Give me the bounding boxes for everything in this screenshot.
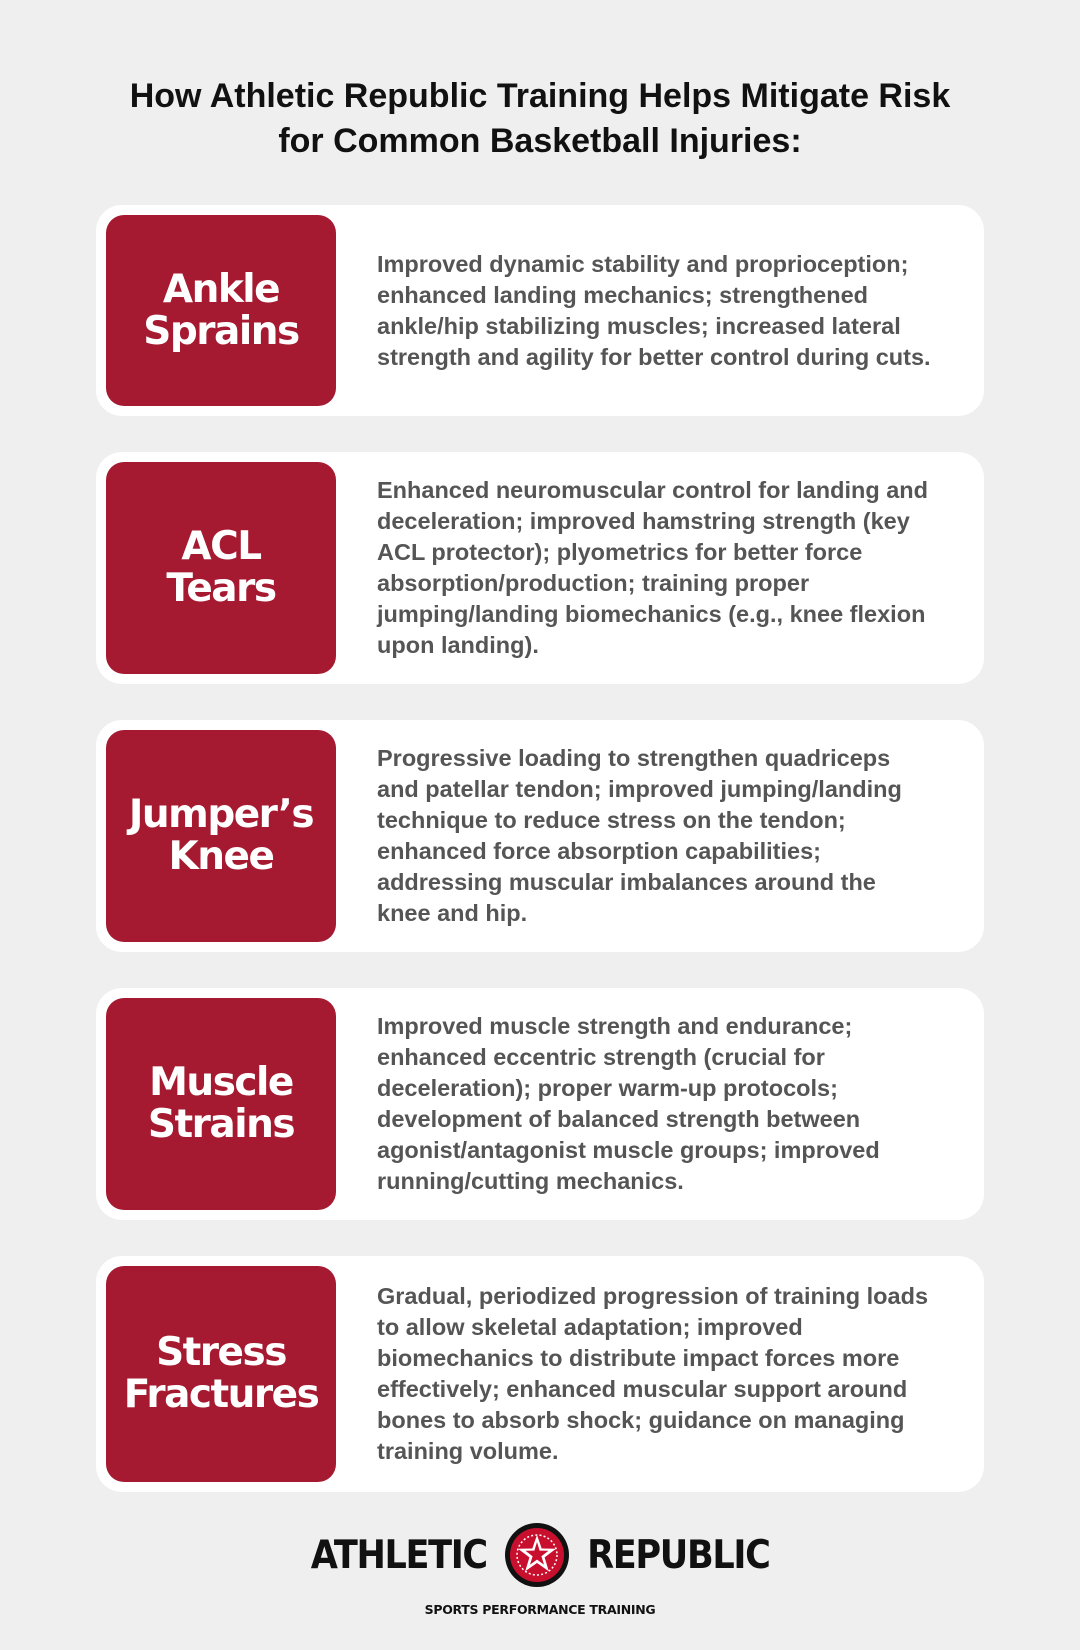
injury-label bbox=[106, 462, 336, 674]
brand-tagline: SPORTS PERFORMANCE TRAINING bbox=[424, 1602, 656, 1617]
injury-label-line2: Sprains bbox=[143, 308, 299, 354]
brand-name-right: REPUBLIC bbox=[586, 1532, 770, 1578]
injury-label-line2: Knee bbox=[168, 834, 274, 879]
injury-description bbox=[377, 720, 934, 952]
injury-description-text: Improved dynamic stability and proprioception; enhanced landing mechanics; strengthened ankle/hip stabilizing muscles; increased lateral strength and agility for better control during cuts. bbox=[377, 250, 931, 370]
injury-description-text: Gradual, periodized progression of training loads to allow skeletal adaptation; improved biomechanics to distribute impact forces more effectively; enhanced muscular support around bones to absorb shock; guidance on managing training volume. bbox=[377, 1283, 929, 1464]
injury-description-text: Improved muscle strength and endurance; enhanced eccentric strength (crucial for deceleration); proper warm-up protocols; development of balanced strength between agonist/antagonist muscle groups; improved running/cutting mechanics. bbox=[377, 1013, 880, 1194]
injury-label-line1: Jumper’s bbox=[128, 792, 314, 837]
injury-card-muscle-strains bbox=[96, 988, 984, 1220]
injury-label bbox=[106, 998, 336, 1210]
brand-logo bbox=[0, 1520, 1080, 1590]
injury-label-line1: Stress bbox=[156, 1330, 286, 1375]
injury-label-line2: Fractures bbox=[123, 1372, 319, 1417]
injury-card-jumpers-knee bbox=[96, 720, 984, 952]
injury-label bbox=[106, 1266, 336, 1482]
injury-label-line2: Tears bbox=[166, 566, 276, 611]
injury-label bbox=[106, 730, 336, 942]
injury-label-line2: Strains bbox=[147, 1102, 295, 1147]
page-title-line2: for Common Basketball Injuries: bbox=[278, 122, 802, 160]
injury-label-line1: Muscle bbox=[149, 1060, 293, 1105]
injury-label bbox=[106, 215, 336, 406]
injury-label-line1: ACL bbox=[181, 524, 261, 569]
brand-footer bbox=[0, 1520, 1080, 1630]
page-title bbox=[60, 74, 1020, 164]
injury-description bbox=[377, 205, 934, 416]
star-circle-icon bbox=[503, 1521, 571, 1589]
injury-card-acl-tears bbox=[96, 452, 984, 684]
injury-card-stress-fractures bbox=[96, 1256, 984, 1492]
injury-description bbox=[377, 988, 934, 1220]
injury-description bbox=[377, 452, 934, 684]
injury-label-line1: Ankle bbox=[162, 266, 280, 312]
page-title-line1: How Athletic Republic Training Helps Mitigate Risk bbox=[129, 77, 951, 115]
injury-description-text: Enhanced neuromuscular control for landing and deceleration; improved hamstring strength (key ACL protector); plyometrics for better force absorption/production; training proper jumping/landing biomechanics (e.g., knee flexion upon landing). bbox=[377, 477, 928, 658]
injury-description bbox=[377, 1256, 934, 1492]
injury-description-text: Progressive loading to strengthen quadriceps and patellar tendon; improved jumping/landing technique to reduce stress on the tendon; enhanced force absorption capabilities; addressing muscular imbalances around the knee and hip. bbox=[377, 745, 902, 926]
injury-card-ankle-sprains bbox=[96, 205, 984, 416]
brand-name-left: ATHLETIC bbox=[310, 1532, 487, 1578]
